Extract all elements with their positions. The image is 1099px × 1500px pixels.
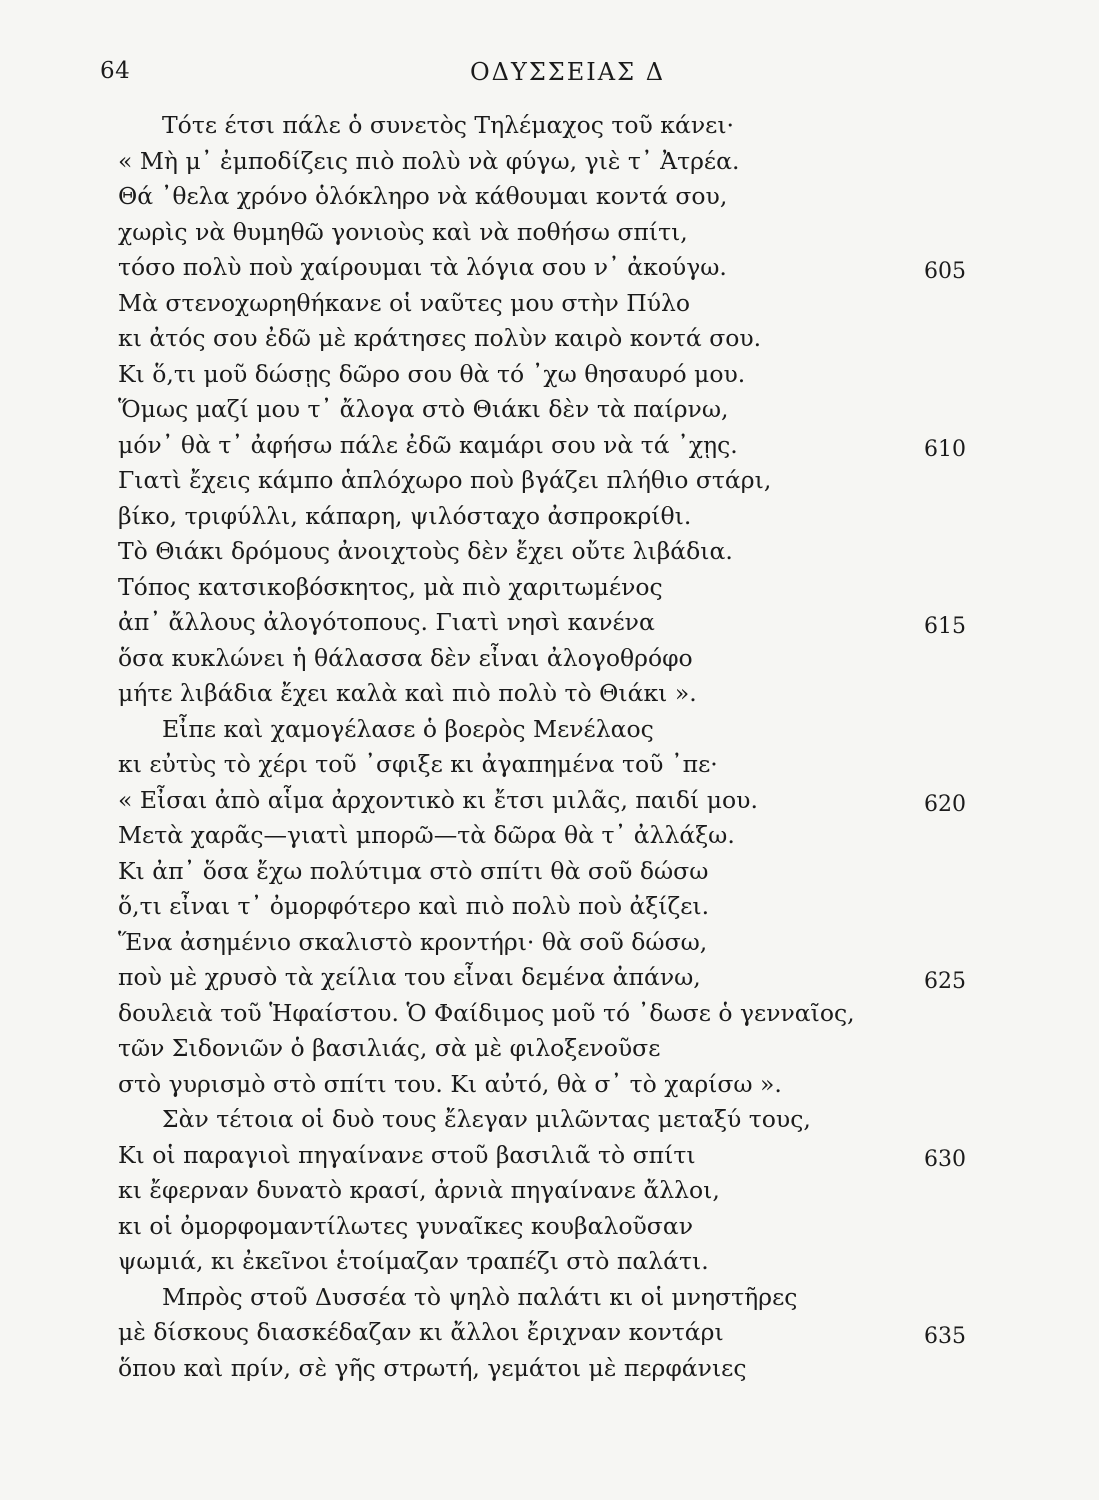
- verse-line-text: τῶν Σιδονιῶν ὁ βασιλιάς, σὰ μὲ φιλοξενοῦσε: [118, 1034, 661, 1062]
- verse-line: [118, 215, 978, 251]
- running-head: ΟΔΥΣΣΕΙΑΣ Δ: [469, 58, 666, 86]
- verse-line-text: Μετὰ χαρᾶς—γιατὶ μπορῶ—τὰ δῶρα θὰ τ᾽ ἀλλάξω.: [118, 821, 735, 849]
- verse-line-text: δουλειὰ τοῦ Ἡφαίστου. Ὁ Φαίδιμος μοῦ τό ᾽δωσε ὁ γενναῖος,: [118, 998, 855, 1027]
- verse-line-text: Εἶπε καὶ χαμογέλασε ὁ βοερὸς Μενέλαος: [162, 714, 654, 743]
- verse-line: [118, 250, 978, 286]
- verse-line-text: Κι ἀπ᾽ ὅσα ἔχω πολύτιμα στὸ σπίτι θὰ σοῦ δώσω: [118, 856, 709, 885]
- verse-line: [118, 889, 978, 925]
- verse-line: [118, 286, 978, 322]
- verse-line-text: βίκο, τριφύλλι, κάπαρη, ψιλόσταχο ἀσπροκρίθι.: [118, 501, 692, 530]
- verse-line: [118, 499, 978, 535]
- verse-line-text: Τὸ Θιάκι δρόμους ἀνοιχτοὺς δὲν ἔχει οὔτε λιβάδια.: [118, 537, 733, 565]
- verse-line: [118, 1173, 978, 1209]
- verse-line: [118, 783, 978, 819]
- line-number: 635: [924, 1324, 966, 1349]
- verse-line: [118, 641, 978, 677]
- verse-line: [118, 996, 978, 1032]
- verse-line-text: Μὰ στενοχωρηθήκανε οἱ ναῦτες μου στὴν Πύλο: [118, 288, 691, 317]
- verse-block: [118, 108, 978, 1386]
- verse-line-text: στὸ γυρισμὸ στὸ σπίτι του. Κι αὐτό, θὰ σ᾽ τὸ χαρίσω ».: [118, 1069, 782, 1098]
- verse-line: [118, 463, 978, 499]
- verse-line-text: τόσο πολὺ ποὺ χαίρουμαι τὰ λόγια σου ν᾽ ἀκούγω.: [118, 253, 727, 281]
- verse-line-text: ψωμιά, κι ἐκεῖνοι ἑτοίμαζαν τραπέζι στὸ παλάτι.: [118, 1247, 709, 1275]
- verse-line-text: κι εὐτὺς τὸ χέρι τοῦ ᾽σφιξε κι ἀγαπημένα τοῦ ᾽πε·: [118, 750, 718, 778]
- verse-line-text: Γιατὶ ἔχεις κάμπο ἁπλόχωρο ποὺ βγάζει πλήθιο στάρι,: [118, 466, 772, 494]
- verse-line: [118, 854, 978, 890]
- verse-line: [118, 144, 978, 180]
- verse-line: [118, 1351, 978, 1387]
- verse-line-text: Κι ὅ,τι μοῦ δώσῃς δῶρο σου θὰ τό ᾽χω θησαυρό μου.: [118, 359, 746, 388]
- verse-line: [118, 1280, 978, 1316]
- verse-line: [118, 357, 978, 393]
- verse-line: [118, 960, 978, 996]
- verse-line-text: ὅ,τι εἶναι τ᾽ ὀμορφότερο καὶ πιὸ πολὺ ποὺ ἀξίζει.: [118, 892, 710, 920]
- verse-line-text: μὲ δίσκους διασκέδαζαν κι ἄλλοι ἔριχναν κοντάρι: [118, 1318, 724, 1346]
- verse-line: [118, 676, 978, 712]
- verse-line-text: « Μὴ μ᾽ ἐμποδίζεις πιὸ πολὺ νὰ φύγω, γιὲ τ᾽ Ἀτρέα.: [118, 146, 740, 175]
- verse-line: [118, 712, 978, 748]
- verse-line: [118, 1315, 978, 1351]
- verse-line-text: Κι οἱ παραγιοὶ πηγαίνανε στοῦ βασιλιᾶ τὸ σπίτι: [118, 1140, 696, 1169]
- verse-line-text: ὅπου καὶ πρίν, σὲ γῆς στρωτή, γεμάτοι μὲ περφάνιες: [118, 1353, 747, 1382]
- verse-line-text: Ἕνα ἀσημένιο σκαλιστὸ κροντήρι· θὰ σοῦ δώσω,: [118, 927, 708, 956]
- verse-line: [118, 1102, 978, 1138]
- verse-line-text: Μπρὸς στοῦ Δυσσέα τὸ ψηλὸ παλάτι κι οἱ μνηστῆρες: [162, 1282, 798, 1311]
- verse-line: [118, 179, 978, 215]
- verse-line-text: Τόπος κατσικοβόσκητος, μὰ πιὸ χαριτωμένος: [118, 572, 663, 601]
- verse-line: [118, 818, 978, 854]
- verse-line-text: κι ἔφερναν δυνατὸ κρασί, ἀρνιὰ πηγαίνανε ἄλλοι,: [118, 1176, 720, 1204]
- verse-line: [118, 570, 978, 606]
- line-number: 615: [924, 614, 966, 639]
- verse-line: [118, 1209, 978, 1245]
- verse-line-text: χωρὶς νὰ θυμηθῶ γονιοὺς καὶ νὰ ποθήσω σπίτι,: [118, 217, 688, 246]
- verse-line: [118, 1067, 978, 1103]
- verse-line-text: μήτε λιβάδια ἔχει καλὰ καὶ πιὸ πολὺ τὸ Θιάκι ».: [118, 679, 697, 707]
- verse-line-text: Τότε έτσι πάλε ὁ συνετὸς Τηλέμαχος τοῦ κάνει·: [162, 111, 734, 139]
- verse-line-text: ἀπ᾽ ἄλλους ἀλογότοπους. Γιατὶ νησὶ κανένα: [118, 608, 655, 636]
- verse-line: [118, 1244, 978, 1280]
- line-number: 630: [924, 1146, 966, 1172]
- verse-line-text: μόν᾽ θὰ τ᾽ ἀφήσω πάλε ἐδῶ καμάρι σου νὰ τά ᾽χῃς.: [118, 430, 738, 459]
- verse-line: [118, 605, 978, 641]
- verse-line: [118, 428, 978, 464]
- verse-line-text: Ὅμως μαζί μου τ᾽ ἄλογα στὸ Θιάκι δὲν τὰ παίρνω,: [118, 395, 729, 423]
- verse-line-text: κι οἱ ὀμορφομαντίλωτες γυναῖκες κουβαλοῦσαν: [118, 1211, 693, 1240]
- verse-line-text: « Εἶσαι ἀπὸ αἷμα ἀρχοντικὸ κι ἔτσι μιλᾶς, παιδί μου.: [118, 785, 758, 814]
- line-number: 605: [924, 259, 966, 284]
- page-number: 64: [100, 58, 131, 84]
- verse-line-text: κι ἀτός σου ἐδῶ μὲ κράτησες πολὺν καιρὸ κοντά σου.: [118, 324, 762, 352]
- verse-line-text: Σὰν τέτοια οἱ δυὸ τους ἔλεγαν μιλῶντας μεταξύ τους,: [162, 1105, 811, 1133]
- verse-line: [118, 534, 978, 570]
- line-number: 620: [924, 791, 966, 817]
- line-number: 625: [924, 969, 966, 994]
- verse-line: [118, 925, 978, 961]
- verse-line-text: ὅσα κυκλώνει ἡ θάλασσα δὲν εἶναι ἀλογοθρόφο: [118, 643, 693, 672]
- verse-line: [118, 108, 978, 144]
- line-number: 610: [924, 436, 966, 462]
- verse-line: [118, 747, 978, 783]
- verse-line: [118, 392, 978, 428]
- verse-line-text: ποὺ μὲ χρυσὸ τὰ χείλια του εἶναι δεμένα ἀπάνω,: [118, 963, 701, 991]
- verse-line: [118, 1138, 978, 1174]
- verse-line: [118, 1031, 978, 1067]
- verse-line-text: Θά ᾽θελα χρόνο ὁλόκληρο νὰ κάθουμαι κοντά σου,: [118, 182, 728, 210]
- verse-line: [118, 321, 978, 357]
